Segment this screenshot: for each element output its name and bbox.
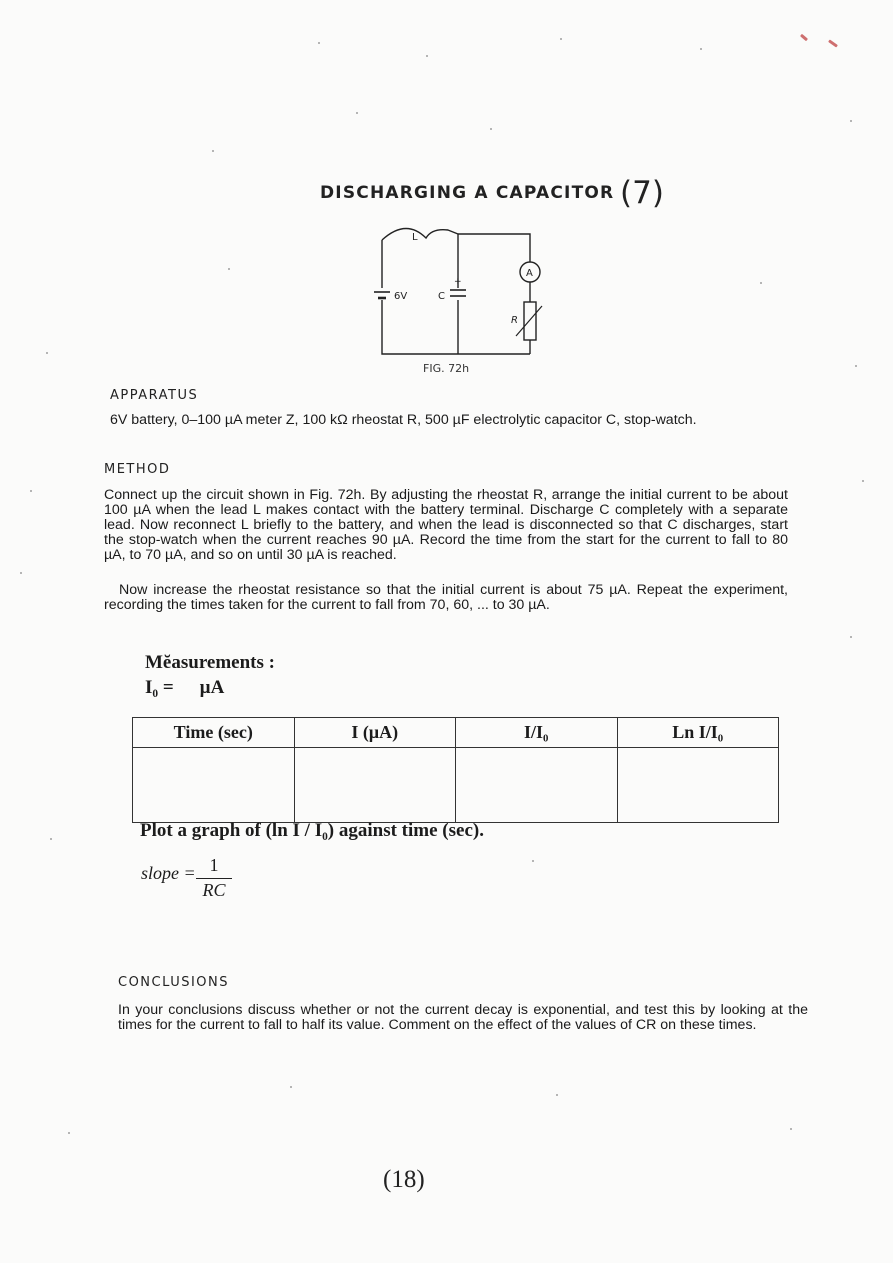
lead-label: L (412, 232, 418, 243)
lead-l-wire (382, 228, 458, 240)
figure-caption: FIG. 72h (423, 362, 470, 375)
slope-denominator: RC (202, 880, 226, 900)
measurements-heading: Mĕasurements : (145, 652, 275, 673)
page-number: (18) (383, 1166, 425, 1193)
rheostat-arrow (516, 306, 542, 336)
top-wire (458, 234, 530, 262)
i0-label: I₀ = (145, 677, 174, 698)
column-header-time: Time (sec) (133, 718, 295, 748)
rheostat-label: R (511, 315, 518, 326)
initial-current-line (145, 677, 224, 699)
apparatus-text: 6V battery, 0–100 µA meter Z, 100 kΩ rheostat R, 500 µF electrolytic capacitor C, stop-watch. (110, 412, 697, 428)
slope-label: slope = (141, 863, 196, 883)
table-cell (617, 748, 779, 823)
page-title: DISCHARGING A CAPACITOR (320, 183, 615, 203)
method-heading: METHOD (104, 462, 171, 477)
slope-formula (141, 855, 226, 900)
table-header-row (133, 718, 779, 748)
column-header-ratio: I/I₀ (456, 718, 618, 748)
table-cell (133, 748, 295, 823)
conclusions-text: In your conclusions discuss whether or not the current decay is exponential, and test this by looking at the times for the current to fall to half its value. Comment on the effect of the values of CR on these times. (118, 1002, 808, 1033)
apparatus-heading: APPARATUS (110, 388, 199, 403)
column-header-current: I (µA) (294, 718, 456, 748)
measurements-table (132, 717, 779, 823)
battery-symbol (374, 292, 390, 298)
slope-numerator: 1 (196, 855, 232, 879)
svg-text:+: + (454, 277, 462, 287)
method-paragraph-1: Connect up the circuit shown in Fig. 72h. By adjusting the rheostat R, arrange the initial current to be about 100 µA when the lead L makes contact with the battery terminal. Discharge C completely with a separate lead. Now reconnect L briefly to the battery, and when the lead is disconnected so that C discharges, start the stop-watch when the current reaches 90 µA. Record the time from the start for the current to fall to 80 µA, to 70 µA, and so on until 30 µA is reached. (104, 487, 788, 563)
circuit-diagram (366, 220, 556, 360)
experiment-number: (7) (620, 175, 664, 211)
ammeter-label: A (526, 268, 533, 279)
table-cell (456, 748, 618, 823)
battery-label: 6V (394, 291, 408, 302)
conclusions-heading: CONCLUSIONS (118, 975, 230, 990)
slope-fraction (196, 855, 232, 901)
i0-unit: µA (199, 677, 225, 698)
rheostat-symbol (524, 302, 536, 340)
graph-instruction: Plot a graph of (ln I / I₀) against time (sec). (140, 820, 484, 841)
capacitor-symbol (450, 290, 466, 296)
method-paragraph-2: Now increase the rheostat resistance so that the initial current is about 75 µA. Repeat the experiment, recording the times taken for the current to fall from 70, 60, ... to 30 µA. (104, 582, 788, 613)
bottom-wire (382, 300, 530, 354)
table-row (133, 748, 779, 823)
capacitor-label: C (438, 291, 445, 302)
table-cell (294, 748, 456, 823)
column-header-ln-ratio: Ln I/I₀ (617, 718, 779, 748)
